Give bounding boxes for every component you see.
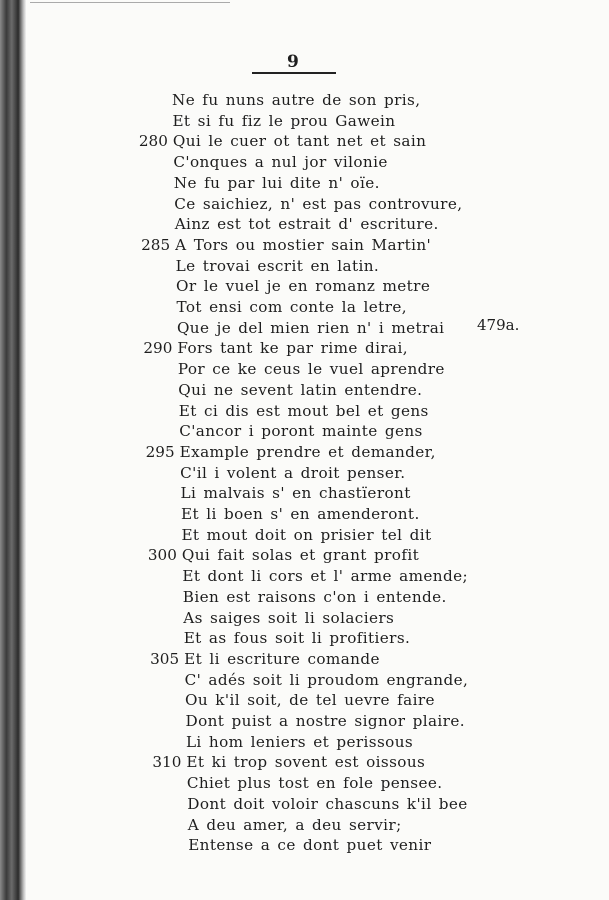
verse-line: Tot ensi com conte la letre, <box>176 298 407 316</box>
verse-line: A Tors ou mostier sain Martin' <box>175 235 432 254</box>
verse-line: Li malvais s' en chastïeront <box>180 484 411 503</box>
verse-line: Et as fous soit li profitiers. <box>183 629 411 648</box>
verse-line: Or le vuel je en romanz metre <box>176 277 431 296</box>
book-binding-edge <box>0 0 26 900</box>
verse-line: Chiet plus tost en fole pensee. <box>186 774 443 793</box>
verse-line: C'il i volent a droit penser. <box>180 463 406 482</box>
page-number: 9 <box>287 52 299 72</box>
verse-line: Ne fu nuns autre de son pris, <box>172 91 421 109</box>
verse-line: As saiges soit li solaciers <box>183 608 395 627</box>
verse-line: Et si fu fiz le prou Gawein <box>172 111 396 130</box>
verse-line: Et mout doit on prisier tel dit <box>181 525 432 544</box>
verse-line: Example prendre et demander, <box>179 442 436 461</box>
verse-line: A deu amer, a deu servir; <box>187 815 402 834</box>
verse-line: C'ancor i poront mainte gens <box>179 422 423 441</box>
line-number: 290 <box>143 339 173 358</box>
verse-line: Que je del mien rien n' i metrai <box>176 318 445 337</box>
page-top-edge <box>30 2 230 3</box>
verse-line: Qui le cuer ot tant net et sain <box>172 132 427 151</box>
verse-line: Ou k'il soit, de tel uevre faire <box>185 691 435 710</box>
verse-line: Dont puist a nostre signor plaire. <box>185 712 465 730</box>
verse-line: Et ci dis est mout bel et gens <box>178 401 429 420</box>
header-rule <box>252 72 336 74</box>
verse-line: Et ki trop sovent est oissous <box>186 753 426 772</box>
verse-line: Ce saichiez, n' est pas controvure, <box>174 194 463 213</box>
line-number: 305 <box>150 649 180 668</box>
verse-line: Entense a ce dont puet venir <box>188 836 432 855</box>
line-number: 300 <box>147 546 177 565</box>
verse-line: Qui ne sevent latin entendre. <box>178 380 423 399</box>
verse-line: Ainz est tot estrait d' escriture. <box>174 215 439 234</box>
verse-line: Dont doit voloir chascuns k'il bee <box>187 794 468 813</box>
verse-line: Li hom leniers et perissous <box>185 732 414 751</box>
verse-line: Ne fu par lui dite n' oïe. <box>173 173 380 192</box>
verse-line: Et li escriture comande <box>184 649 380 668</box>
line-number: 310 <box>152 753 182 772</box>
verse-line: Bien est raisons c'on i entende. <box>182 587 447 606</box>
margin-note: 479a. <box>477 316 520 334</box>
verse-line: Et dont li cors et l' arme amende; <box>182 567 468 586</box>
verse-line: Et li boen s' en amenderont. <box>181 505 420 523</box>
verse-line: Le trovai escrit en latin. <box>175 256 380 275</box>
line-number: 285 <box>141 235 171 254</box>
verse-line: C'onques a nul jor vilonie <box>173 153 388 172</box>
line-number: 295 <box>145 442 175 461</box>
verse-line: C' adés soit li proudom engrande, <box>184 670 469 689</box>
verse-line: Por ce ke ceus le vuel aprendre <box>177 360 445 379</box>
line-number: 280 <box>138 132 168 151</box>
verse-line: Fors tant ke par rime dirai, <box>177 339 408 358</box>
verse-line: Qui fait solas et grant profit <box>181 546 420 565</box>
